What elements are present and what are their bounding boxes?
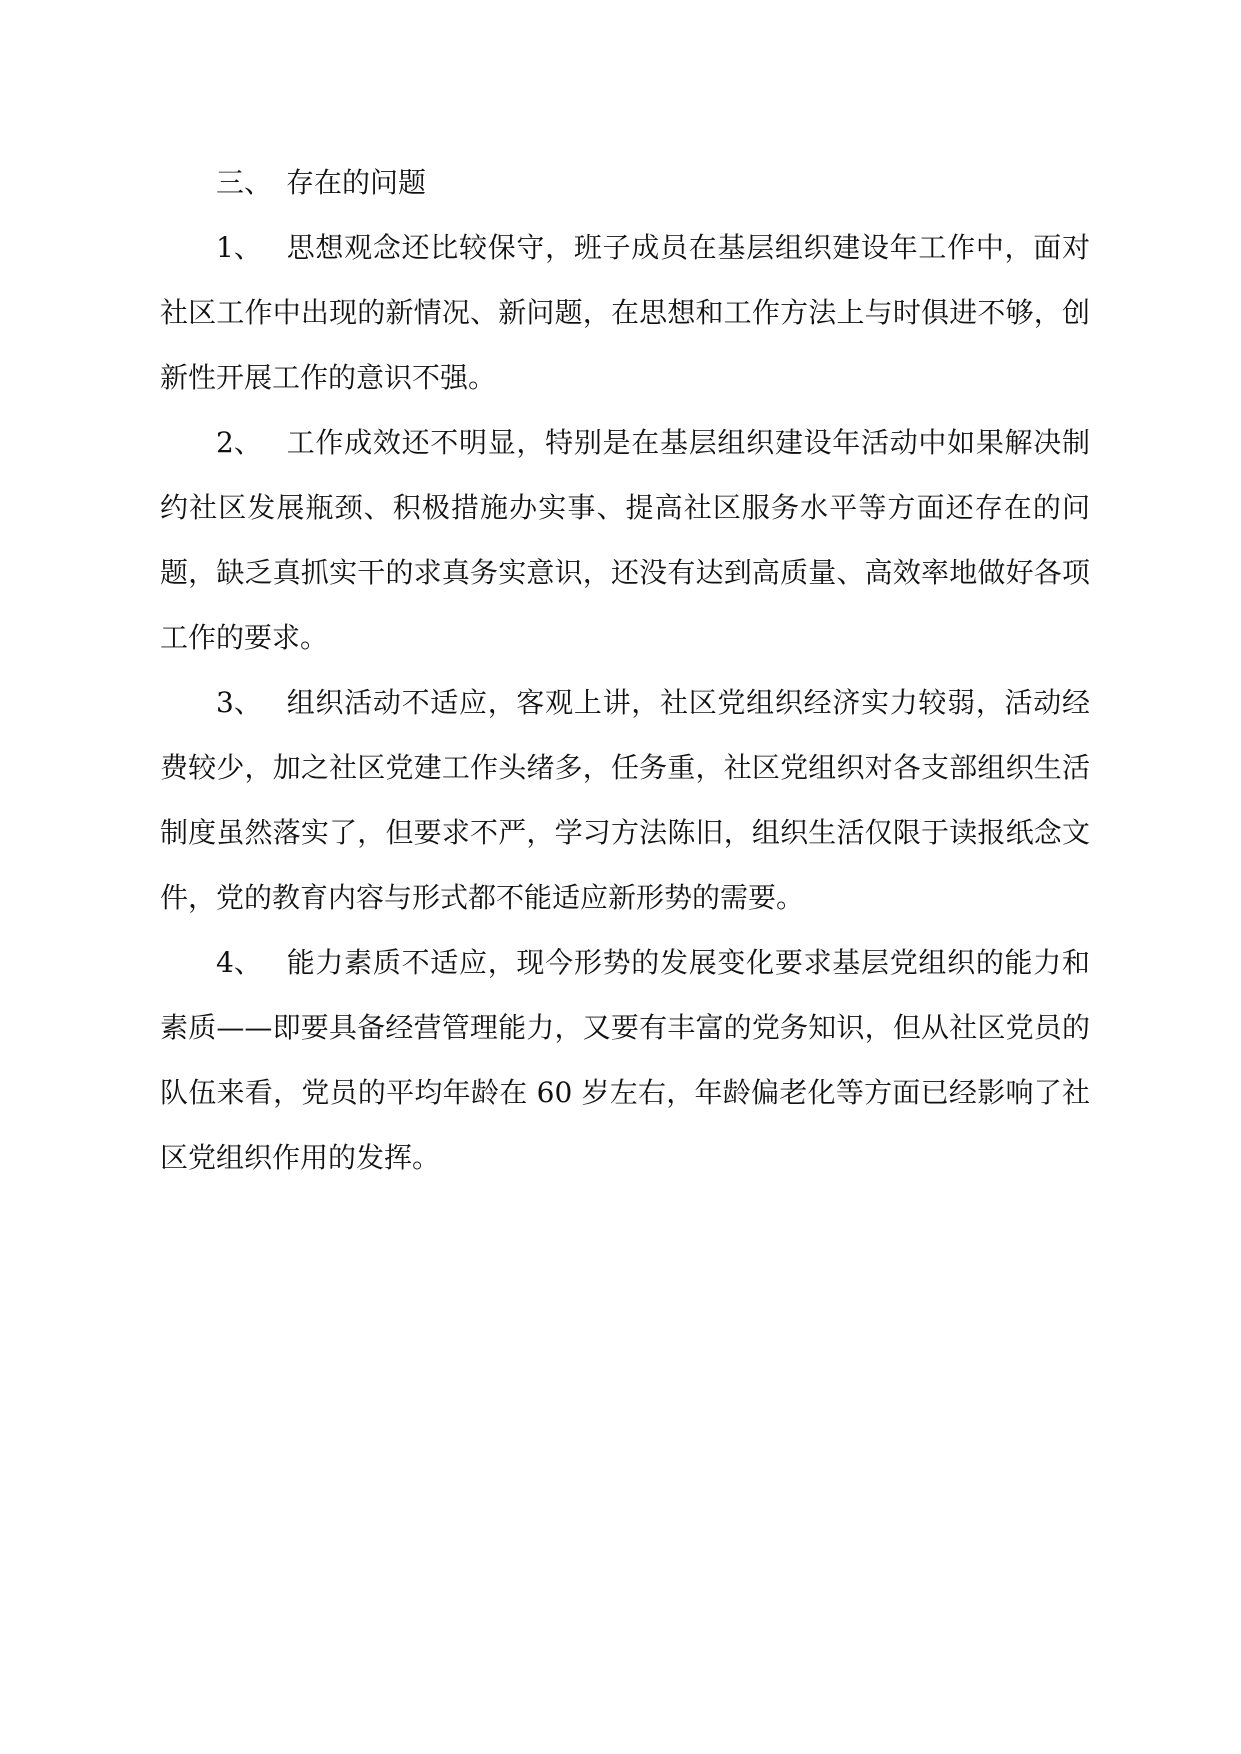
issue-text: 工作成效还不明显，特别是在基层组织建设年活动中如果解决制约社区发展瓶颈、积极措施办实事、提高社区服务水平等方面还存在的问题，缺乏真抓实干的求真务实意识，还没有达到高质量、高效率地做好各项工作的要求。 bbox=[160, 426, 1090, 654]
issue-number: 1、 bbox=[216, 231, 262, 264]
issue-paragraph-2 bbox=[160, 410, 1090, 670]
issue-number: 4、 bbox=[216, 946, 262, 979]
section-title: 存在的问题 bbox=[286, 166, 427, 199]
issue-paragraph-4 bbox=[160, 930, 1090, 1190]
section-heading bbox=[216, 150, 1090, 215]
issue-number: 3、 bbox=[216, 686, 262, 719]
issue-text: 组织活动不适应，客观上讲，社区党组织经济实力较弱，活动经费较少，加之社区党建工作头绪多，任务重，社区党组织对各支部组织生活制度虽然落实了，但要求不严，学习方法陈旧，组织生活仅限于读报纸念文件，党的教育内容与形式都不能适应新形势的需要。 bbox=[160, 686, 1090, 914]
document-body bbox=[160, 150, 1090, 1190]
issue-text: 能力素质不适应，现今形势的发展变化要求基层党组织的能力和素质——即要具备经营管理能力，又要有丰富的党务知识，但从社区党员的队伍来看，党员的平均年龄在 60 岁左右，年龄偏老化等方面已经影响了社区党组织作用的发挥。 bbox=[160, 946, 1090, 1174]
section-number: 三、 bbox=[216, 166, 273, 199]
issue-paragraph-3 bbox=[160, 670, 1090, 930]
issue-text: 思想观念还比较保守，班子成员在基层组织建设年工作中，面对社区工作中出现的新情况、新问题，在思想和工作方法上与时俱进不够，创新性开展工作的意识不强。 bbox=[160, 231, 1090, 394]
issue-paragraph-1 bbox=[160, 215, 1090, 410]
issue-number: 2、 bbox=[216, 426, 262, 459]
